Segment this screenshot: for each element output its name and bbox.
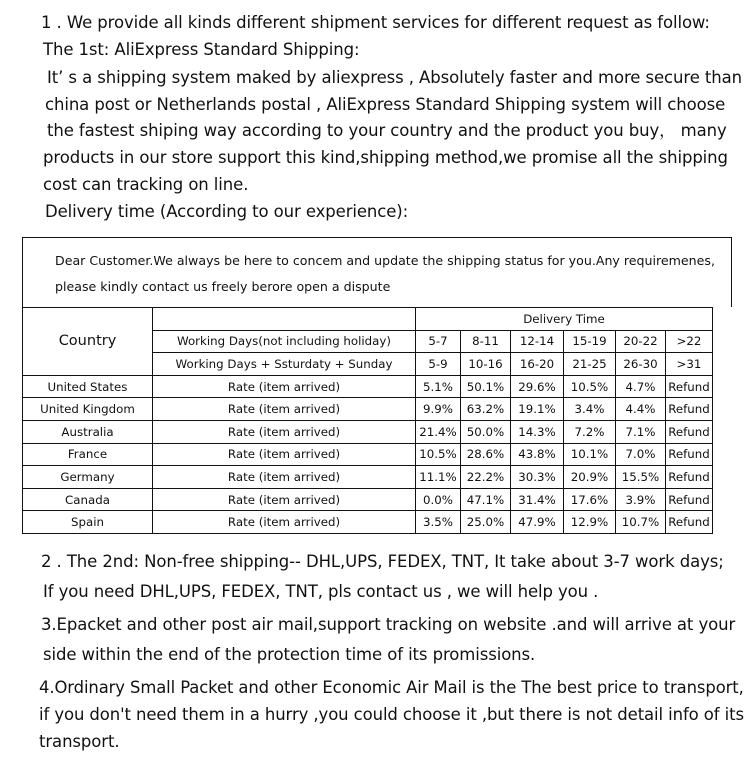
intro-line-4: china post or Netherlands postal , AliExpress Standard Shipping system will choose	[45, 95, 726, 114]
outro-line-1: 2 . The 2nd: Non-free shipping-- DHL,UPS, FEDEX, TNT, It take about 3-7 work days;	[41, 552, 724, 571]
rate-cell: 47.9%	[511, 511, 564, 534]
rate-cell: Refund	[666, 488, 713, 511]
delivery-rate-table	[22, 307, 713, 534]
rate-cell: 10.5%	[564, 375, 616, 398]
rate-cell: 3.9%	[616, 488, 666, 511]
table-row-germany	[23, 466, 713, 489]
weekend-days-cell: 10-16	[461, 353, 511, 376]
rate-cell: 50.1%	[461, 375, 511, 398]
intro-line-2: The 1st: AliExpress Standard Shipping:	[43, 40, 360, 59]
rate-cell: 29.6%	[511, 375, 564, 398]
working-days-cell: 20-22	[616, 330, 666, 353]
rate-cell: 5.1%	[416, 375, 461, 398]
rate-cell: 21.4%	[416, 420, 461, 443]
weekend-days-cell: >31	[666, 353, 713, 376]
table-row-spain	[23, 511, 713, 534]
weekend-days-cell: 26-30	[616, 353, 666, 376]
delivery-time-header: Delivery Time	[416, 308, 713, 331]
rate-cell: 20.9%	[564, 466, 616, 489]
intro-line-6: products in our store support this kind,shipping method,we promise all the shipping	[43, 148, 728, 167]
rate-cell: 3.4%	[564, 398, 616, 421]
rate-cell: 15.5%	[616, 466, 666, 489]
notice-line-1: Dear Customer.We always be here to concem and update the shipping status for you.Any requiremenes,	[55, 253, 715, 268]
country-cell: United States	[23, 375, 153, 398]
weekend-days-cell: 21-25	[564, 353, 616, 376]
country-cell: Australia	[23, 420, 153, 443]
rate-cell: Refund	[666, 466, 713, 489]
rate-cell: 4.7%	[616, 375, 666, 398]
outro-line-3: 3.Epacket and other post air mail,support tracking on website .and will arrive at your	[41, 615, 736, 634]
table-row-canada	[23, 488, 713, 511]
rate-cell: Refund	[666, 511, 713, 534]
rate-label-cell: Rate (item arrived)	[153, 466, 416, 489]
intro-line-3: It’ s a shipping system maked by aliexpress , Absolutely faster and more secure than	[47, 68, 742, 87]
country-header: Country	[23, 308, 153, 376]
working-days-cell: 8-11	[461, 330, 511, 353]
rate-label-cell: Rate (item arrived)	[153, 398, 416, 421]
rate-cell: 47.1%	[461, 488, 511, 511]
table-row-united-kingdom	[23, 398, 713, 421]
country-cell: Canada	[23, 488, 153, 511]
rate-cell: 10.1%	[564, 443, 616, 466]
country-cell: United Kingdom	[23, 398, 153, 421]
rate-cell: 4.4%	[616, 398, 666, 421]
rate-cell: 30.3%	[511, 466, 564, 489]
rate-cell: 28.6%	[461, 443, 511, 466]
table-row-united-states	[23, 375, 713, 398]
header-blank-cell	[153, 308, 416, 331]
rate-cell: 25.0%	[461, 511, 511, 534]
rate-cell: 50.0%	[461, 420, 511, 443]
rate-cell: 19.1%	[511, 398, 564, 421]
rate-cell: Refund	[666, 420, 713, 443]
rate-cell: 43.8%	[511, 443, 564, 466]
rate-cell: Refund	[666, 375, 713, 398]
table-row-france	[23, 443, 713, 466]
intro-line-7: cost can tracking on line.	[43, 175, 249, 194]
rate-cell: 31.4%	[511, 488, 564, 511]
country-cell: Germany	[23, 466, 153, 489]
rate-cell: 3.5%	[416, 511, 461, 534]
rate-cell: 9.9%	[416, 398, 461, 421]
notice-line-2: please kindly contact us freely berore open a dispute	[55, 279, 391, 294]
weekend-days-cell: 16-20	[511, 353, 564, 376]
intro-line-1: 1 . We provide all kinds different shipment services for different request as follow:	[41, 13, 710, 32]
rate-cell: 7.0%	[616, 443, 666, 466]
outro-line-7: transport.	[39, 732, 120, 751]
working-days-cell: >22	[666, 330, 713, 353]
working-days-cell: 5-7	[416, 330, 461, 353]
weekend-days-label: Working Days + Ssturdaty + Sunday	[153, 353, 416, 376]
rate-label-cell: Rate (item arrived)	[153, 420, 416, 443]
rate-cell: 12.9%	[564, 511, 616, 534]
outro-line-4: side within the end of the protection time of its promissions.	[43, 645, 536, 664]
rate-cell: 63.2%	[461, 398, 511, 421]
rate-cell: Refund	[666, 443, 713, 466]
weekend-days-cell: 5-9	[416, 353, 461, 376]
rate-cell: 0.0%	[416, 488, 461, 511]
rate-label-cell: Rate (item arrived)	[153, 488, 416, 511]
rate-cell: 11.1%	[416, 466, 461, 489]
rate-cell: 10.5%	[416, 443, 461, 466]
outro-line-6: if you don't need them in a hurry ,you could choose it ,but there is not detail info of its	[39, 705, 744, 724]
country-cell: France	[23, 443, 153, 466]
outro-line-2: If you need DHL,UPS, FEDEX, TNT, pls contact us , we will help you .	[43, 582, 599, 601]
rate-cell: 17.6%	[564, 488, 616, 511]
rate-cell: 7.1%	[616, 420, 666, 443]
delivery-time-header-row	[23, 308, 713, 331]
rate-label-cell: Rate (item arrived)	[153, 511, 416, 534]
intro-line-5: the fastest shiping way according to your country and the product you buy， many	[47, 121, 727, 140]
intro-line-8: Delivery time (According to our experience):	[45, 202, 409, 221]
outro-line-5: 4.Ordinary Small Packet and other Economic Air Mail is the The best price to transport,	[39, 678, 744, 697]
working-days-cell: 15-19	[564, 330, 616, 353]
rate-label-cell: Rate (item arrived)	[153, 443, 416, 466]
working-days-label: Working Days(not including holiday)	[153, 330, 416, 353]
table-row-australia	[23, 420, 713, 443]
rate-cell: 14.3%	[511, 420, 564, 443]
rate-cell: 10.7%	[616, 511, 666, 534]
rate-label-cell: Rate (item arrived)	[153, 375, 416, 398]
customer-notice	[22, 237, 732, 307]
rate-cell: Refund	[666, 398, 713, 421]
rate-cell: 7.2%	[564, 420, 616, 443]
working-days-cell: 12-14	[511, 330, 564, 353]
rate-cell: 22.2%	[461, 466, 511, 489]
country-cell: Spain	[23, 511, 153, 534]
